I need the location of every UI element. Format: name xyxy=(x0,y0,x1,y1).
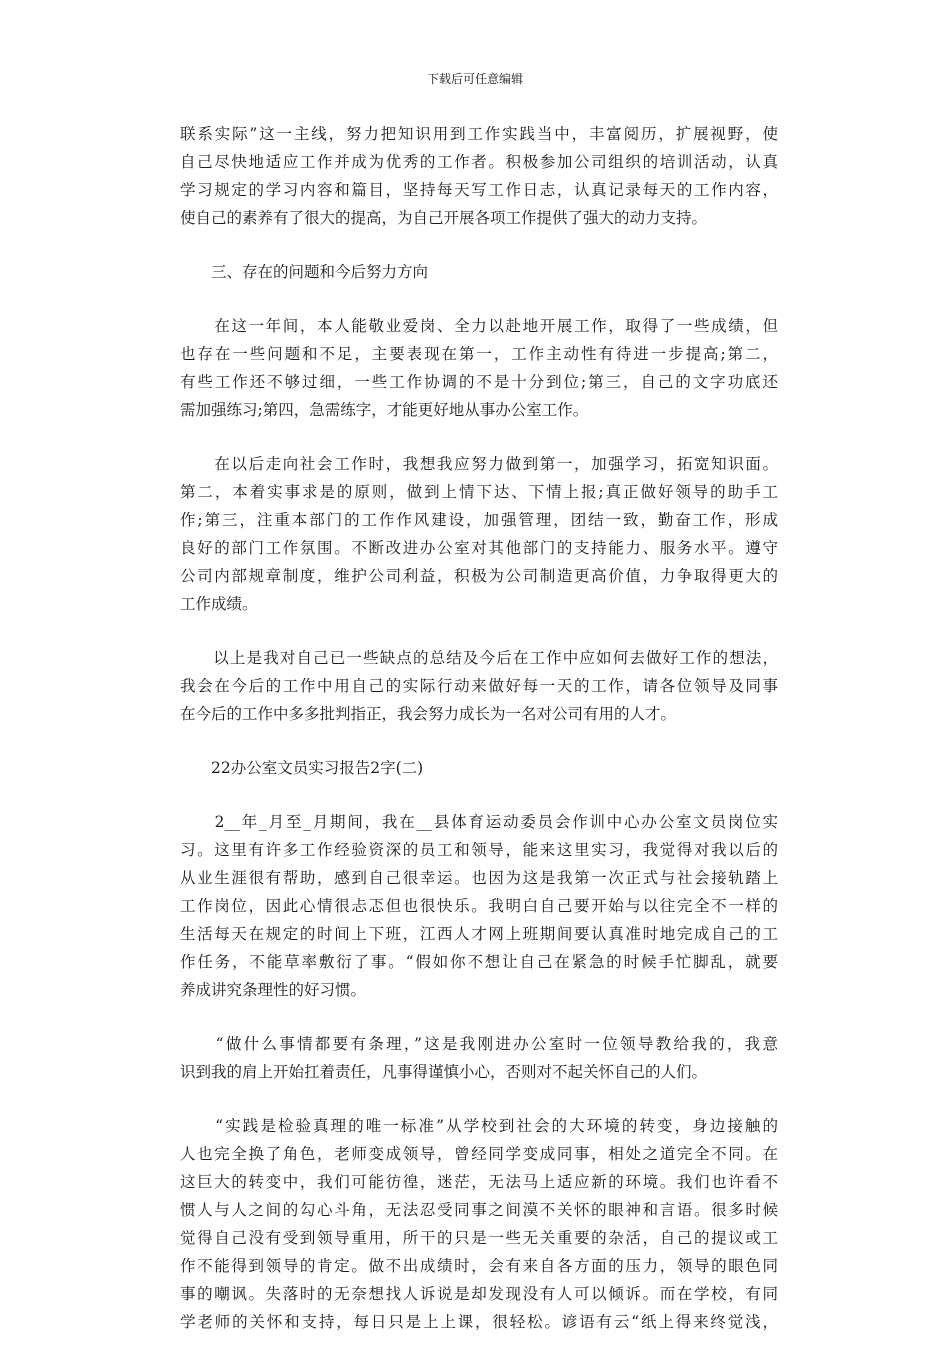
section-heading: 三、存在的问题和今后努力方向 xyxy=(180,263,429,281)
body-paragraph xyxy=(180,1112,778,1336)
text-line: 学习规定的学习内容和篇目，坚持每天写工作日志，认真记录每天的工作内容， xyxy=(180,181,778,199)
text-line: 有些工作还不够过细，一些工作协调的不是十分到位;第三，自己的文字功底还 xyxy=(180,373,778,391)
body-paragraph xyxy=(180,1030,778,1086)
text-line: 惯人与人之间的勾心斗角，无法忍受同事之间漠不关怀的眼神和言语。很多时候 xyxy=(180,1201,778,1219)
text-line: 作不能得到领导的肯定。做不出成绩时，会有来自各方面的压力，领导的眼色同 xyxy=(180,1257,778,1275)
text-line: 以上是我对自己已一些缺点的总结及今后在工作中应如何去做好工作的想法， xyxy=(180,649,778,667)
text-line: 觉得自己没有受到领导重用，所干的只是一些无关重要的杂活，自己的提议或工 xyxy=(180,1229,778,1247)
text-line: 工作岗位，因此心情很忐忑但也很快乐。我明白自己要开始与以往完全不一样的 xyxy=(180,897,778,915)
text-line: 学老师的关怀和支持，每日只是上上课，很轻松。谚语有云“纸上得来终觉浅， xyxy=(180,1313,778,1331)
text-line: 作任务，不能草率敷衍了事。“假如你不想让自己在紧急的时候手忙脚乱，就要 xyxy=(180,953,778,971)
text-line: 公司内部规章制度，维护公司利益，积极为公司制造更高价值，力争取得更大的 xyxy=(180,567,778,585)
text-line: 工作成绩。 xyxy=(180,595,258,613)
text-line: 需加强练习;第四，急需练字，才能更好地从事办公室工作。 xyxy=(180,401,589,419)
body-paragraph xyxy=(180,450,778,618)
text-line: 良好的部门工作氛围。不断改进办公室对其他部门的支持能力、服务水平。遵守 xyxy=(180,539,778,557)
text-line: 在以后走向社会工作时，我想我应努力做到第一，加强学习，拓宽知识面。 xyxy=(180,455,778,473)
document-body xyxy=(180,120,778,1362)
text-line: 习。这里有许多工作经验资深的员工和领导，能来这里实习，我觉得对我以后的 xyxy=(180,841,778,859)
text-line: 养成讲究条理性的好习惯。 xyxy=(180,981,367,999)
text-line: 识到我的肩上开始扛着责任，凡事得谨慎小心，否则对不起关怀自己的人们。 xyxy=(180,1063,708,1081)
text-line: 事的嘲讽。失落时的无奈想找人诉说是却发现没有人可以倾诉。而在学校，有同 xyxy=(180,1285,778,1303)
text-line: 在今后的工作中多多批判指正，我会努力成长为一名对公司有用的人才。 xyxy=(180,705,677,723)
text-line: 作;第三，注重本部门的工作作风建设，加强管理，团结一致，勤奋工作，形成 xyxy=(180,511,778,529)
body-paragraph xyxy=(180,808,778,1004)
text-line: 第二，本着实事求是的原则，做到上情下达、下情上报;真正做好领导的助手工 xyxy=(180,483,778,501)
text-line: “做什么事情都要有条理，”这是我刚进办公室时一位领导教给我的，我意 xyxy=(180,1035,778,1053)
text-line: 这巨大的转变中，我们可能彷徨，迷茫，无法马上适应新的环境。我们也许看不 xyxy=(180,1173,778,1191)
text-line: 生活每天在规定的时间上下班，江西人才网上班期间要认真准时地完成自己的工 xyxy=(180,925,778,943)
text-line: 我会在今后的工作中用自己的实际行动来做好每一天的工作，请各位领导及同事 xyxy=(180,677,778,695)
section-heading: 22办公室文员实习报告2字(二) xyxy=(180,759,424,777)
text-line: 自己尽快地适应工作并成为优秀的工作者。积极参加公司组织的培训活动，认真 xyxy=(180,153,778,171)
text-line: 在这一年间，本人能敬业爱岗、全力以赴地开展工作，取得了一些成绩，但 xyxy=(180,317,778,335)
text-line: “实践是检验真理的唯一标准”从学校到社会的大环境的转变，身边接触的 xyxy=(180,1117,778,1135)
text-line: 从业生涯很有帮助，感到自己很幸运。也因为这是我第一次正式与社会接轨踏上 xyxy=(180,869,778,887)
body-paragraph xyxy=(180,644,778,728)
text-line: 也存在一些问题和不足，主要表现在第一，工作主动性有待进一步提高;第二， xyxy=(180,345,778,363)
text-line: 2__年_月至_月期间，我在__县体育运动委员会作训中心办公室文员岗位实 xyxy=(180,813,778,831)
page-header: 下载后可任意编辑 xyxy=(426,72,523,86)
text-line: 人也完全换了角色，老师变成领导，曾经同学变成同事，相处之道完全不同。在 xyxy=(180,1145,778,1163)
body-paragraph xyxy=(180,312,778,424)
body-paragraph xyxy=(180,120,778,232)
text-line: 使自己的素养有了很大的提高，为自己开展各项工作提供了强大的动力支持。 xyxy=(180,209,708,227)
text-line: 联系实际”这一主线，努力把知识用到工作实践当中，丰富阅历，扩展视野，使 xyxy=(180,125,778,143)
